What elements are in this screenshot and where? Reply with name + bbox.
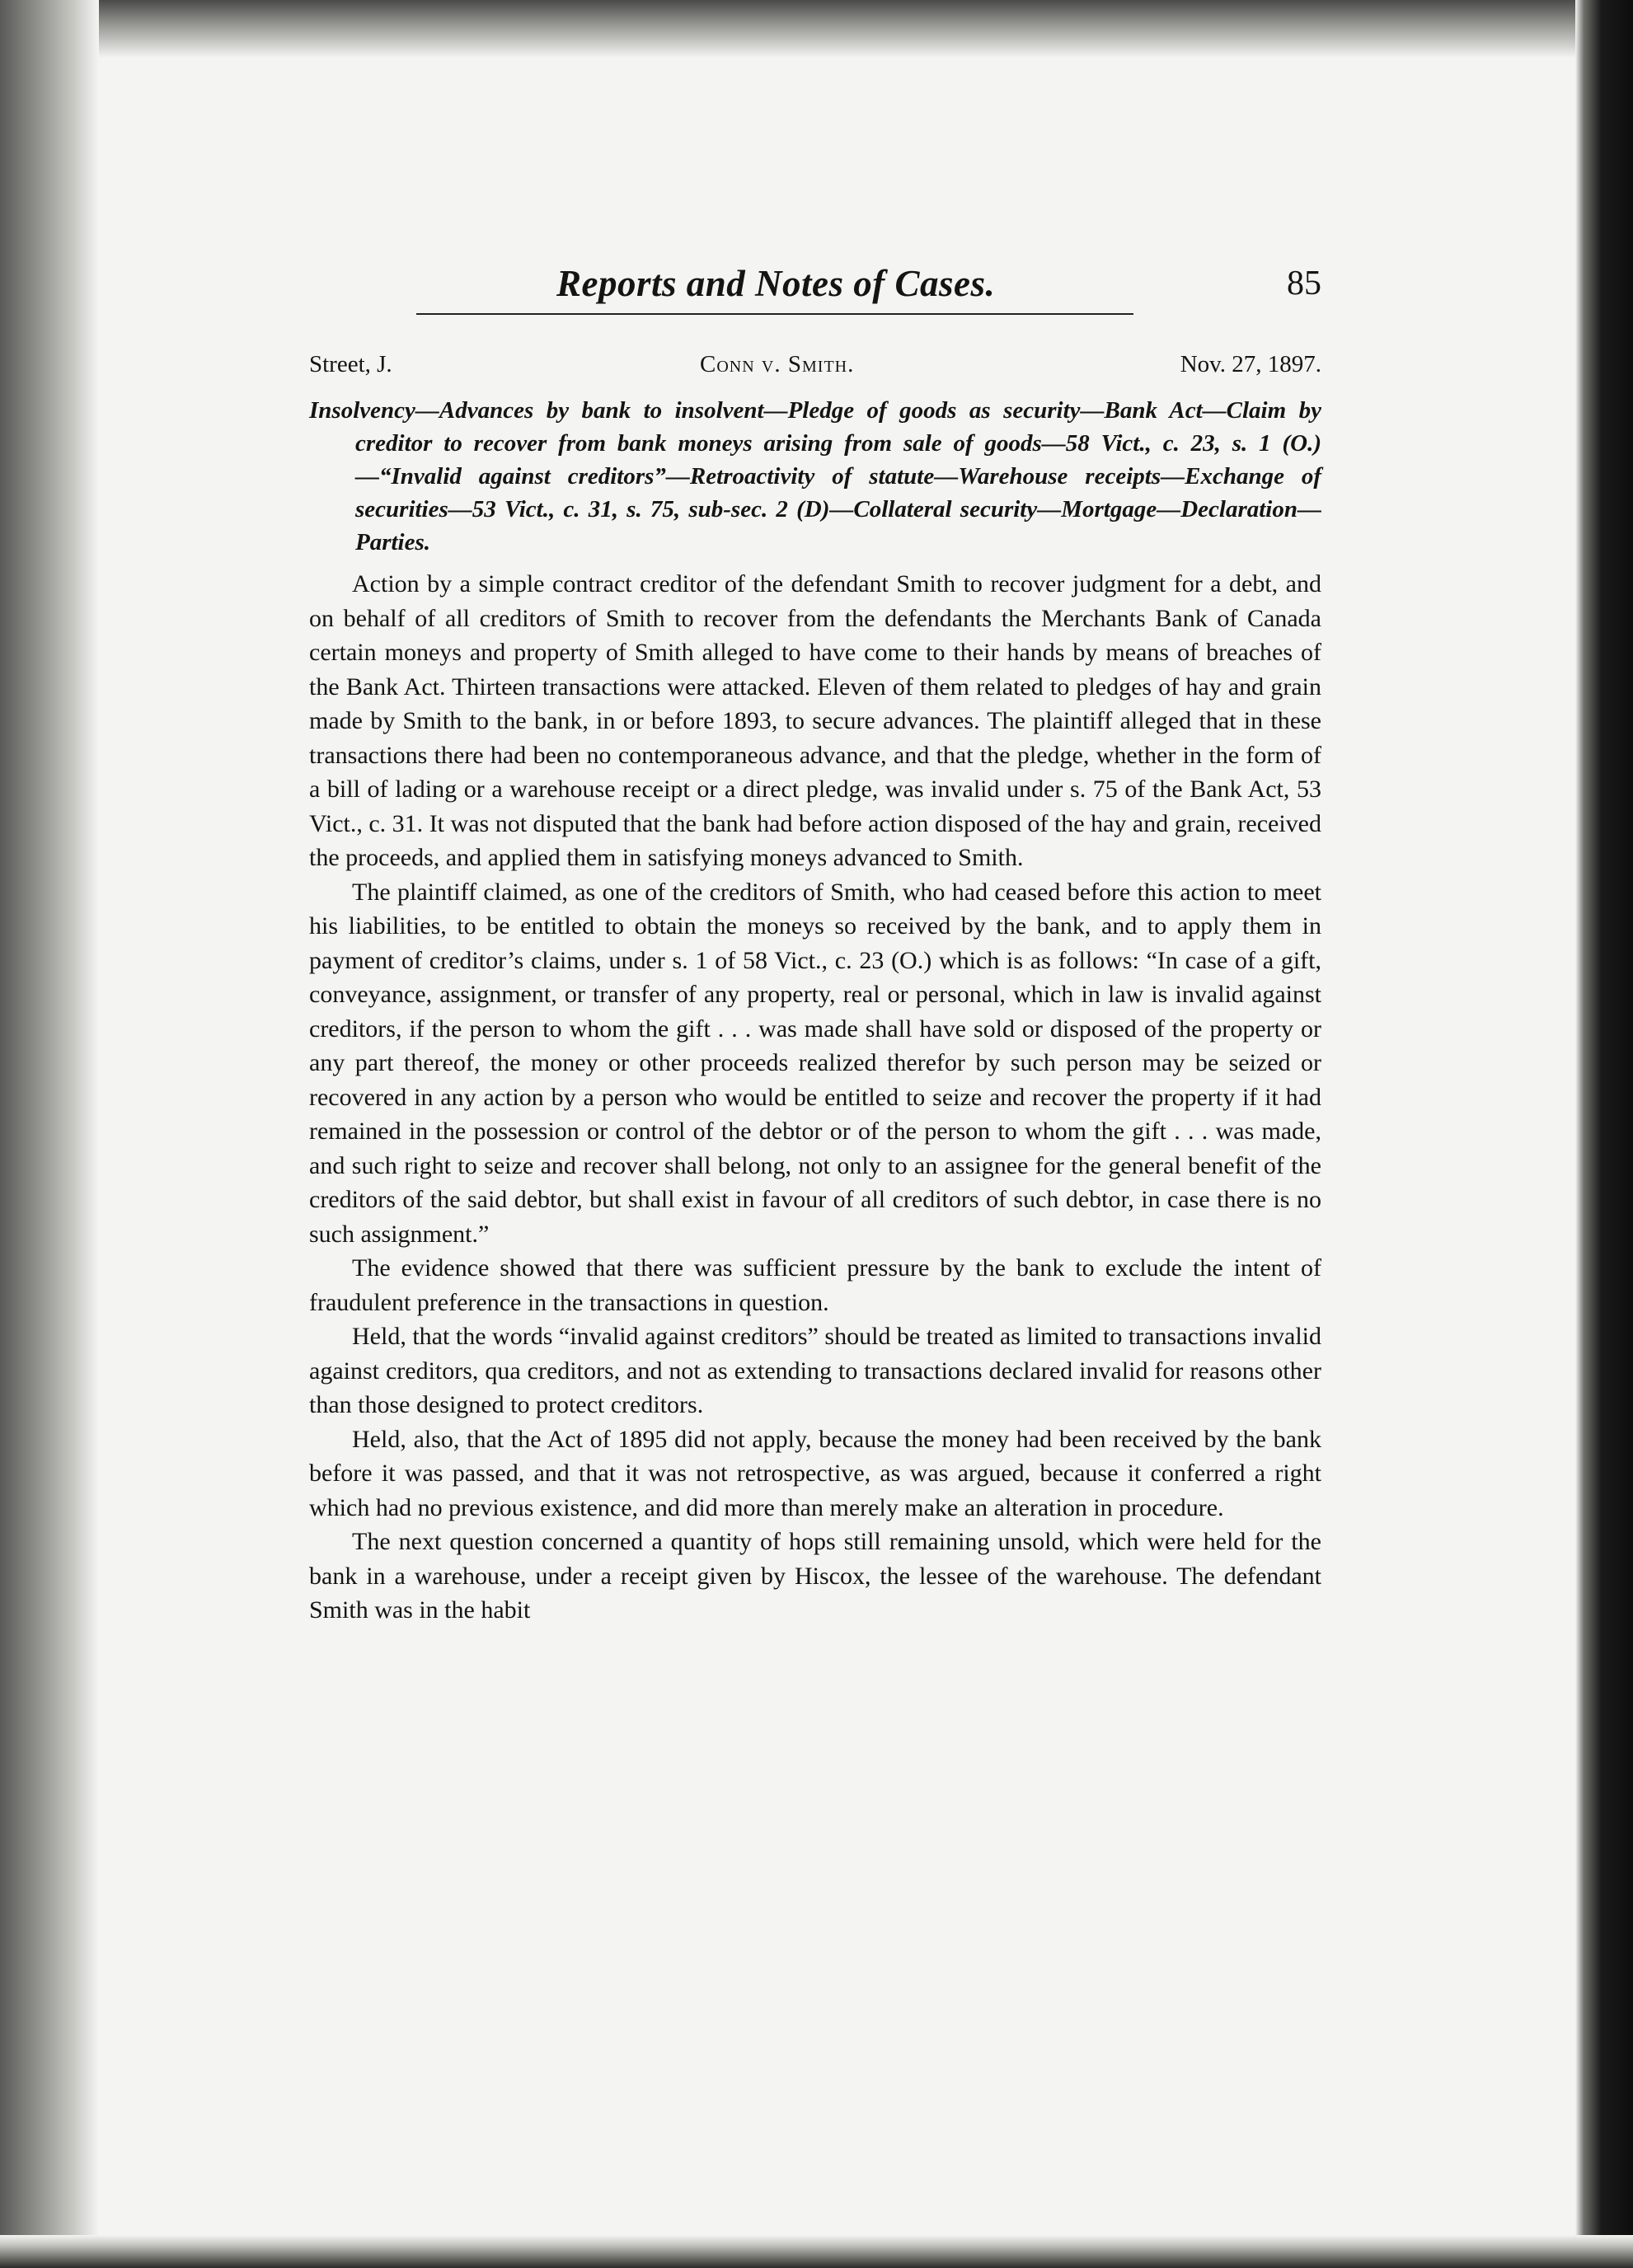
body-paragraph: Held, also, that the Act of 1895 did not apply, because the money had been received by the bank before it was passed, and that it was not retrospective, as was argued, because it conferred a right which had no previous existence, and did more than merely make an alteration in procedure. (309, 1425, 1321, 1521)
book-page (309, 262, 1321, 1628)
case-name: Conn v. Smith. (700, 351, 855, 377)
body-paragraph: The evidence showed that there was sufficient pressure by the bank to exclude the intent of fraudulent preference in the transactions in question. (309, 1254, 1321, 1316)
body-paragraph: Held, that the words “invalid against creditors” should be treated as limited to transactions invalid against creditors, qua creditors, and not as extending to transactions declared invalid for reasons other than those designed to protect creditors. (309, 1323, 1321, 1418)
running-title: Reports and Notes of Cases. (556, 263, 996, 304)
scan-border-right (1575, 0, 1633, 2268)
body-paragraph: The plaintiff claimed, as one of the creditors of Smith, who had ceased before this action to meet his liabilities, to be entitled to obtain the moneys so received by the bank, and to apply them in payment of creditor’s claims, under s. 1 of 58 Vict., c. 23 (O.) which is as follows: “In case of a gift, conveyance, assignment, or transfer of any property, real or personal, which in law is invalid against creditors, if the person to whom the gift . . . was made shall have sold or disposed of the property or any part thereof, the money or other proceeds realized therefor by such person may be seized or recovered in any action by a person who would be entitled to seize and recover the property if it had remained in the possession or control of the debtor or of the person to whom the gift . . . was made, and such right to seize and recover shall belong, not only to an assignee for the general benefit of the creditors of the said debtor, but shall exist in favour of all creditors of such debtor, in case there is no such assignment.” (309, 878, 1321, 1248)
scan-border-bottom (0, 2235, 1633, 2268)
body-paragraph: The next question concerned a quantity of hops still remaining unsold, which were held for the bank in a warehouse, under a receipt given by Hiscox, the lessee of the warehouse. The defendant Smith was in the habit (309, 1528, 1321, 1624)
running-head (309, 262, 1321, 336)
case-heading (309, 351, 1321, 392)
body-paragraph: Action by a simple contract creditor of the defendant Smith to recover judgment for a debt, and on behalf of all creditors of Smith to recover from the defendants the Merchants Bank of Canada certain moneys and property of Smith alleged to have come to their hands by means of breaches of the Bank Act. Thirteen transactions were attacked. Eleven of them related to pledges of hay and grain made by Smith to the bank, in or before 1893, to secure advances. The plaintiff alleged that in these transactions there had been no contemporaneous advance, and that the pledge, whether in the form of a bill of lading or a warehouse receipt or a direct pledge, was invalid under s. 75 of the Bank Act, 53 Vict., c. 31. It was not disputed that the bank had before action disposed of the hay and grain, received the proceeds, and applied them in satisfying moneys advanced to Smith. (309, 570, 1321, 871)
case-judge: Street, J. (309, 351, 392, 377)
scan-border-left (0, 0, 99, 2268)
scan-border-top (0, 0, 1633, 58)
page-number: 85 (1287, 265, 1321, 302)
case-date: Nov. 27, 1897. (1180, 351, 1321, 377)
header-rule (416, 313, 1133, 315)
headnote: Insolvency—Advances by bank to insolvent—Pledge of goods as security—Bank Act—Claim by creditor to recover from bank moneys arising from sale of goods—58 Vict., c. 23, s. 1 (O.)—“Invalid against creditors”—Retroactivity of statute—Warehouse receipts—Exchange of securities—53 Vict., c. 31, s. 75, sub-sec. 2 (D)—Collateral security—Mortgage—Declaration—Parties. (309, 397, 1321, 555)
